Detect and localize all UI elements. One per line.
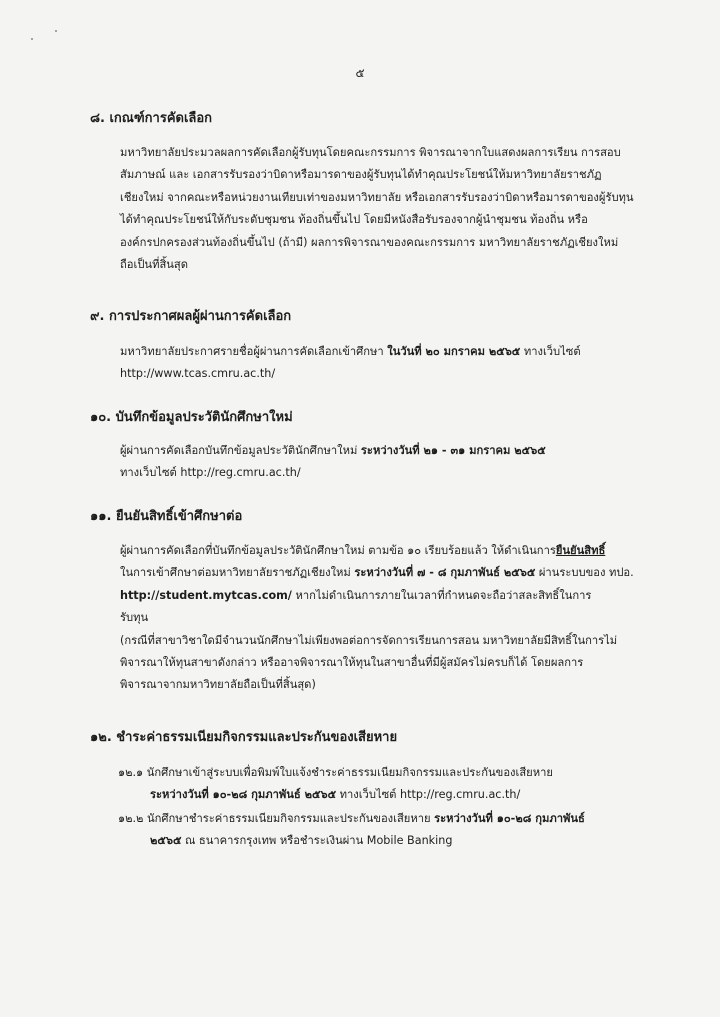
section-12-item-1 [118, 762, 638, 806]
body-text: ผู้ผ่านการคัดเลือกที่บันทึกข้อมูลประวัตินักศึกษาใหม่ ตามข้อ ๑๐ เรียบร้อยแล้ว ให้ดำเนินการ [120, 544, 556, 557]
paragraph-line [120, 585, 630, 607]
paragraph-line: มหาวิทยาลัยประมวลผลการคัดเลือกผู้รับทุนโดยคณะกรรมการ พิจารณาจากใบแสดงผลการเรียน การสอบ [120, 146, 621, 159]
scan-speck [55, 30, 57, 32]
paragraph-line: (กรณีที่สาขาวิชาใดมีจำนวนนักศึกษาไม่เพียงพอต่อการจัดการเรียนการสอน มหาวิทยาลัยมีสิทธิ์ในการไม่ [120, 633, 618, 647]
paragraph-line: ๑๒.๑ นักศึกษาเข้าสู่ระบบเพื่อพิมพ์ใบแจ้งชำระค่าธรรมเนียมกิจกรรมและประกันของเสียหาย [118, 766, 553, 779]
section-12-heading: ๑๒. ชำระค่าธรรมเนียมกิจกรรมและประกันของเสียหาย [90, 730, 398, 745]
body-text: มหาวิทยาลัยประกาศรายชื่อผู้ผ่านการคัดเลือกเข้าศึกษา [120, 345, 388, 358]
paragraph-line: ถือเป็นที่สิ้นสุด [120, 258, 189, 272]
payment-year: ๒๕๖๕ [150, 834, 182, 847]
print-invoice-date: ระหว่างวันที่ ๑๐-๒๘ กุมภาพันธ์ ๒๕๖๕ [150, 788, 337, 801]
body-text: ทางเว็บไซต์ [520, 345, 581, 358]
section-8-heading: ๘. เกณฑ์การคัดเลือก [90, 111, 213, 126]
website-url: http://www.tcas.cmru.ac.th/ [120, 367, 276, 381]
page-number: ๕ [355, 66, 365, 80]
paragraph-line [120, 562, 634, 584]
paragraph-line: สัมภาษณ์ และ เอกสารรับรองว่าบิดาหรือมารดาของผู้รับทุนได้ทำคุณประโยชน์ให้มหาวิทยาลัยราชภัฏ [120, 168, 602, 182]
body-text: หากไม่ดำเนินการภายในเวลาที่กำหนดจะถือว่าสละสิทธิ์ในการ [291, 588, 592, 602]
paragraph-line [118, 808, 638, 830]
paragraph-line: พิจารณาให้ทุนสาขาดังกล่าว หรืออาจพิจารณาให้ทุนในสาขาอื่นที่มีผู้สมัครไม่ครบก็ได้ โดยผลการ [120, 656, 584, 670]
confirm-date: ระหว่างวันที่ ๗ - ๘ กุมภาพันธ์ ๒๕๖๕ [354, 566, 536, 580]
section-11-heading: ๑๑. ยืนยันสิทธิ์เข้าศึกษาต่อ [90, 509, 243, 524]
confirm-right-emphasis: ยืนยันสิทธิ์ [555, 544, 606, 557]
paragraph-line: รับทุน [120, 611, 149, 625]
paragraph-line [118, 784, 638, 806]
paragraph-line [118, 830, 638, 852]
paragraph-line: พิจารณาจากมหาวิทยาลัยถือเป็นที่สิ้นสุด) [120, 678, 316, 692]
section-8-body [120, 142, 634, 276]
payment-date: ระหว่างวันที่ ๑๐-๒๘ กุมภาพันธ์ [434, 812, 585, 825]
registration-date: ระหว่างวันที่ ๒๑ - ๓๑ มกราคม ๒๕๖๕ [360, 444, 546, 457]
section-9-body [120, 341, 630, 386]
body-text: ผู้ผ่านการคัดเลือกบันทึกข้อมูลประวัตินักศึกษาใหม่ [120, 444, 361, 457]
section-10-heading: ๑๐. บันทึกข้อมูลประวัตินักศึกษาใหม่ [90, 410, 293, 425]
paragraph-line: องค์กรปกครองส่วนท้องถิ่นขึ้นไป (ถ้ามี) ผลการพิจารณาของคณะกรรมการ มหาวิทยาลัยราชภัฏเชียงใหม่ [120, 235, 619, 249]
section-11-body [120, 540, 634, 697]
paragraph-line [120, 341, 630, 363]
body-text: ๑๒.๒ นักศึกษาชำระค่าธรรมเนียมกิจกรรมและประกันของเสียหาย [118, 812, 435, 825]
section-12-item-2 [118, 808, 638, 852]
paragraph-line [120, 440, 630, 462]
paragraph-line [120, 540, 630, 562]
paragraph-line: เชียงใหม่ จากคณะหรือหน่วยงานเทียบเท่าของมหาวิทยาลัย หรือเอกสารรับรองว่าบิดาหรือมารดาของผู้รับทุน [120, 190, 634, 204]
body-text: ในการเข้าศึกษาต่อมหาวิทยาลัยราชภัฏเชียงใหม่ [120, 566, 355, 580]
section-10-body [120, 440, 630, 485]
section-9-heading: ๙. การประกาศผลผู้ผ่านการคัดเลือก [90, 309, 292, 324]
announcement-date: ในวันที่ ๒๐ มกราคม ๒๕๖๕ [387, 345, 521, 358]
paragraph-line: ทางเว็บไซต์ http://reg.cmru.ac.th/ [120, 466, 301, 480]
paragraph-line: ได้ทำคุณประโยชน์ให้กับระดับชุมชน ท้องถิ่นขึ้นไป โดยมีหนังสือรับรองจากผู้นำชุมชน ท้องถิ่น หรือ [120, 213, 588, 227]
body-text: ทางเว็บไซต์ http://reg.cmru.ac.th/ [336, 788, 521, 801]
mytcas-url: http://student.mytcas.com/ [120, 588, 292, 602]
scan-speck [31, 38, 33, 40]
body-text: ผ่านระบบของ ทปอ. [535, 566, 634, 580]
body-text: ณ ธนาคารกรุงเทพ หรือชำระเงินผ่าน Mobile Banking [181, 834, 453, 847]
